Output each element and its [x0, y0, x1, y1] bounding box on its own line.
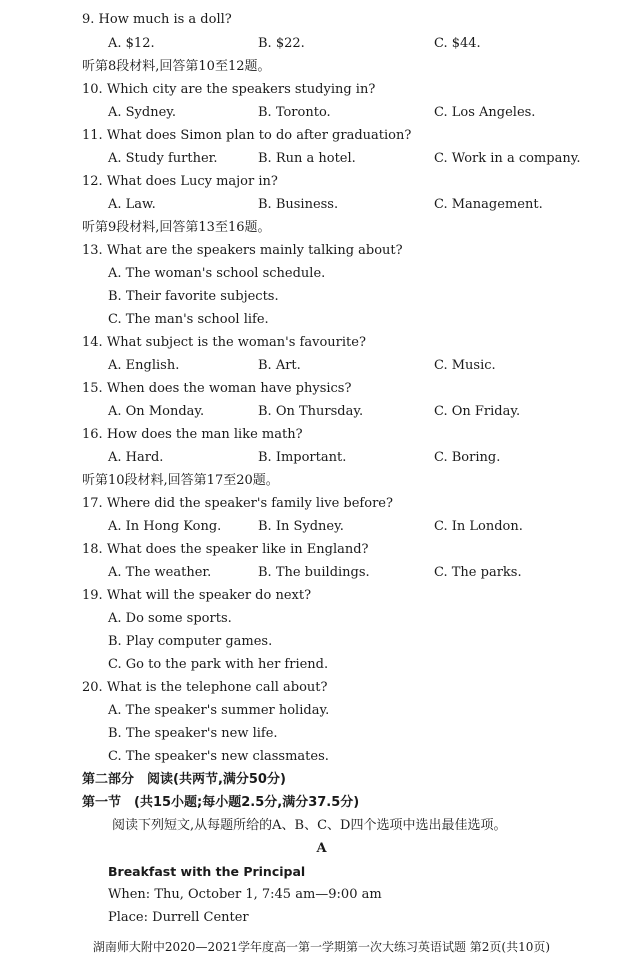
question-19: 19. What will the speaker do next?	[82, 588, 312, 603]
q13-option-a: A. The woman's school schedule.	[108, 266, 326, 281]
question-16: 16. How does the man like math?	[82, 427, 303, 442]
page-footer: 湖南师大附中2020—2021学年度高一第一学期第一次大练习英语试题 第2页(共10页)	[92, 940, 551, 954]
question-13: 13. What are the speakers mainly talking about?	[82, 243, 403, 258]
q9-option-a: A. $12.	[108, 36, 155, 51]
question-9: 9. How much is a doll?	[82, 12, 232, 27]
event-place: Place: Durrell Center	[108, 910, 249, 925]
q15-option-c: C. On Friday.	[434, 404, 521, 419]
q9-option-c: C. $44.	[434, 36, 481, 51]
question-12: 12. What does Lucy major in?	[82, 174, 278, 189]
q10-option-c: C. Los Angeles.	[434, 105, 536, 120]
q17-option-b: B. In Sydney.	[258, 519, 344, 534]
q18-option-b: B. The buildings.	[258, 565, 370, 580]
question-17: 17. Where did the speaker's family live before?	[82, 496, 393, 511]
q13-option-c: C. The man's school life.	[108, 312, 269, 327]
question-20: 20. What is the telephone call about?	[82, 680, 328, 695]
event-time: When: Thu, October 1, 7:45 am—9:00 am	[108, 887, 382, 902]
q19-option-c: C. Go to the park with her friend.	[108, 657, 329, 672]
q16-option-b: B. Important.	[258, 450, 347, 465]
question-10: 10. Which city are the speakers studying in?	[82, 82, 376, 97]
question-14: 14. What subject is the woman's favourite?	[82, 335, 366, 350]
question-11: 11. What does Simon plan to do after graduation?	[82, 128, 412, 143]
q20-option-a: A. The speaker's summer holiday.	[108, 703, 330, 718]
q12-option-a: A. Law.	[108, 197, 156, 212]
question-15: 15. When does the woman have physics?	[82, 381, 352, 396]
part-2-title: 第二部分 阅读(共两节,满分50分)	[82, 772, 286, 787]
q14-option-b: B. Art.	[258, 358, 301, 373]
instruction-section-9: 听第9段材料,回答第13至16题。	[82, 220, 271, 235]
q12-option-c: C. Management.	[434, 197, 543, 212]
q10-option-a: A. Sydney.	[108, 105, 177, 120]
q11-option-c: C. Work in a company.	[434, 151, 581, 166]
q11-option-b: B. Run a hotel.	[258, 151, 356, 166]
q13-option-b: B. Their favorite subjects.	[108, 289, 279, 304]
q19-option-b: B. Play computer games.	[108, 634, 273, 649]
section-1-title: 第一节 (共15小题;每小题2.5分,满分37.5分)	[82, 795, 360, 810]
q11-option-a: A. Study further.	[108, 151, 218, 166]
question-18: 18. What does the speaker like in England?	[82, 542, 369, 557]
q17-option-c: C. In London.	[434, 519, 523, 534]
reading-directions: 阅读下列短文,从每题所给的A、B、C、D四个选项中选出最佳选项。	[112, 818, 507, 833]
q16-option-c: C. Boring.	[434, 450, 501, 465]
q18-option-c: C. The parks.	[434, 565, 522, 580]
q10-option-b: B. Toronto.	[258, 105, 331, 120]
q15-option-b: B. On Thursday.	[258, 404, 364, 419]
q20-option-c: C. The speaker's new classmates.	[108, 749, 329, 764]
passage-title: Breakfast with the Principal	[108, 864, 306, 879]
instruction-section-8: 听第8段材料,回答第10至12题。	[82, 59, 271, 74]
q15-option-a: A. On Monday.	[108, 404, 205, 419]
q14-option-c: C. Music.	[434, 358, 496, 373]
q9-option-b: B. $22.	[258, 36, 305, 51]
q19-option-a: A. Do some sports.	[108, 611, 232, 626]
passage-label: A	[316, 841, 327, 856]
q12-option-b: B. Business.	[258, 197, 339, 212]
q14-option-a: A. English.	[108, 358, 180, 373]
instruction-section-10: 听第10段材料,回答第17至20题。	[82, 473, 279, 488]
q17-option-a: A. In Hong Kong.	[108, 519, 222, 534]
q16-option-a: A. Hard.	[108, 450, 164, 465]
q20-option-b: B. The speaker's new life.	[108, 726, 278, 741]
q18-option-a: A. The weather.	[108, 565, 212, 580]
